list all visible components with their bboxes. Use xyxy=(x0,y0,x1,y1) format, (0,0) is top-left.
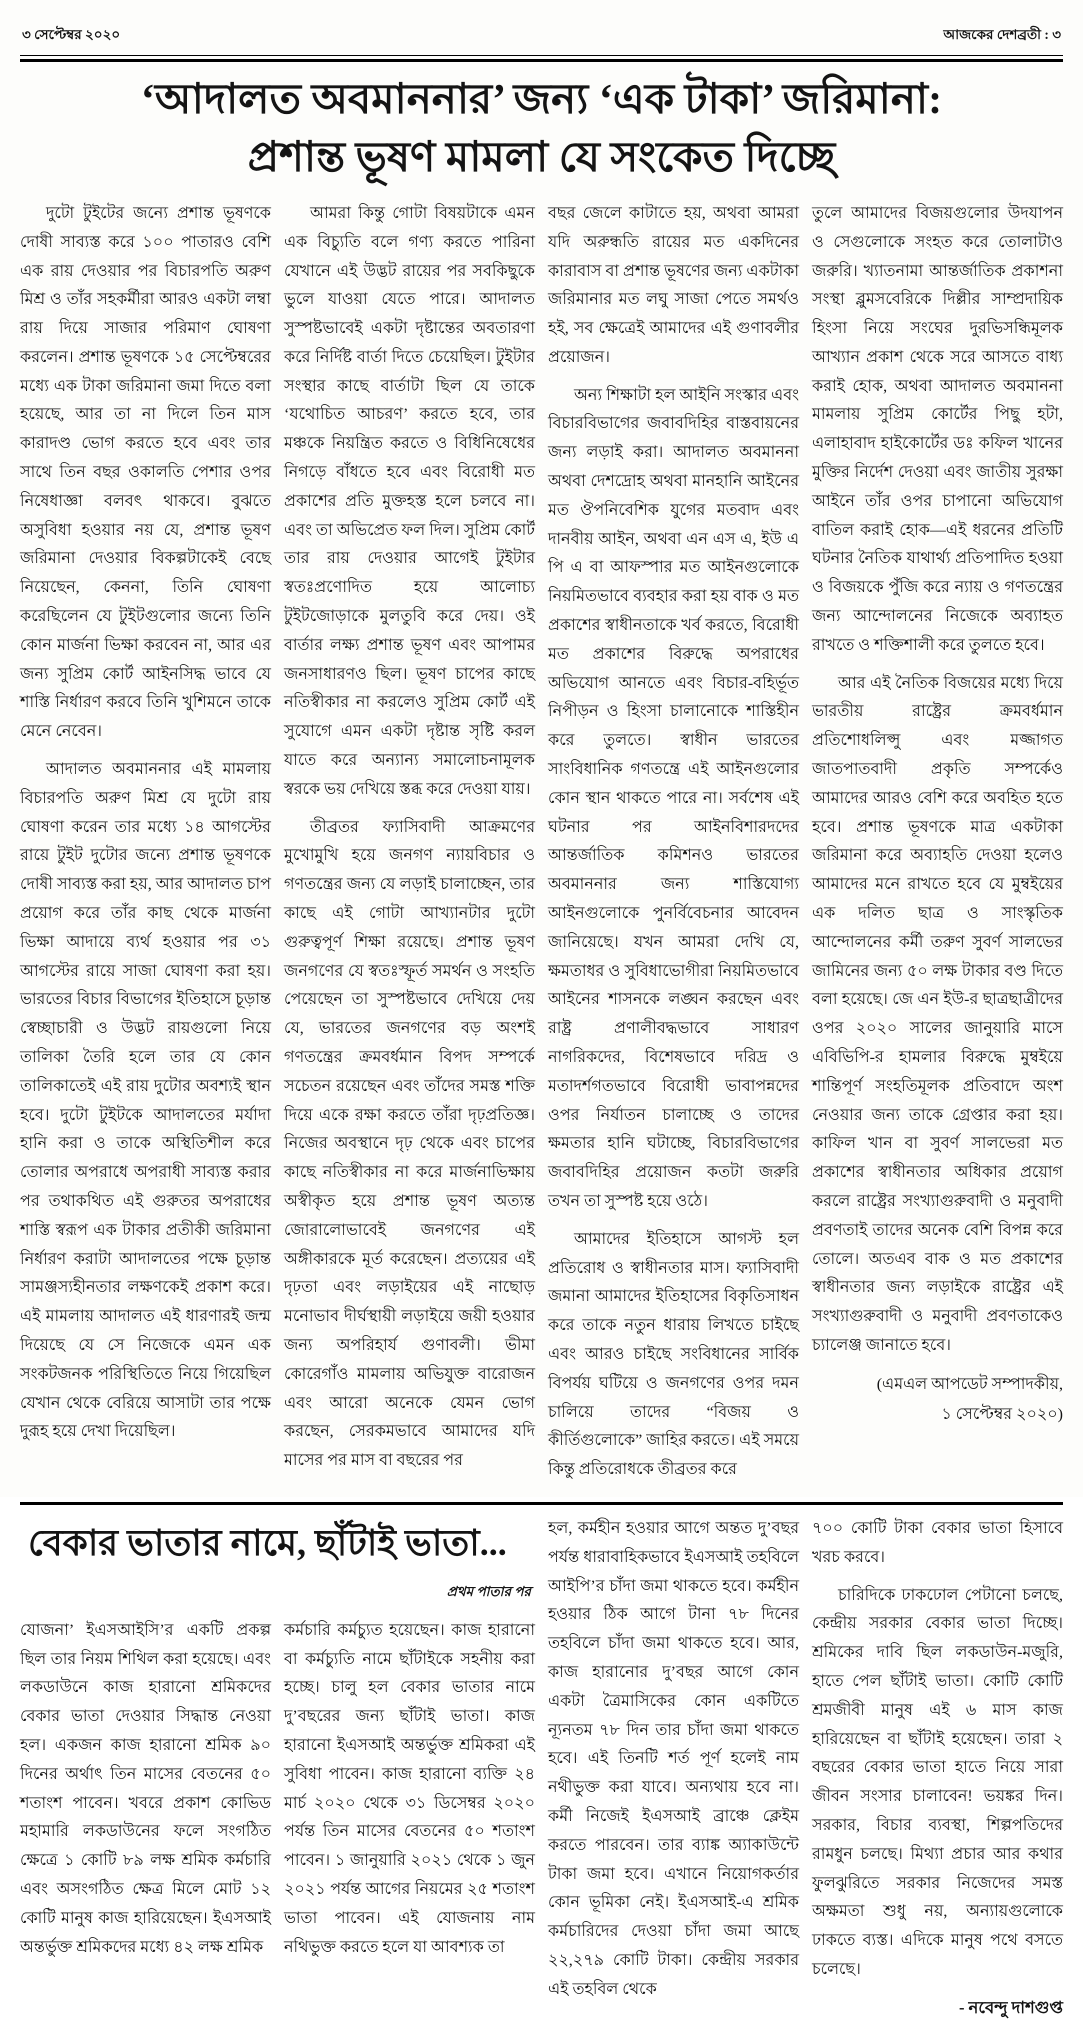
article1-c1-paragraph-1: দুটো টুইটের জন্যে প্রশান্ত ভূষণকে দোষী সাব্যস্ত করে ১০০ পাতারও বেশি এক রায় দেওয়ার পর বিচারপতি অরুণ মিশ্র ও তাঁর সহকর্মীরা আরও একটা লম্বা রায় দিয়ে সাজার পরিমাণ ঘোষণা করলেন। প্রশান্ত ভূষণকে ১৫ সেপ্টেম্বরের মধ্যে এক টাকা জরিমানা জমা দিতে বলা হয়েছে, আর তা না দিলে তিন মাস কারাদণ্ড ভোগ করতে হবে এবং তার সাথে তিন বছর ওকালতি পেশার ওপর নিষেধাজ্ঞা বলবৎ থাকবে। বুঝতে অসুবিধা হওয়ার নয় যে, প্রশান্ত ভূষণ জরিমানা দেওয়ার বিকল্পটাকেই বেছে নিয়েছেন, কেননা, তিনি ঘোষণা করেছিলেন যে টুইটগুলোর জন্যে তিনি কোন মার্জনা ভিক্ষা করবেন না, আর এর জন্য সুপ্রিম কোর্ট আইনসিদ্ধ ভাবে যে শাস্তি নির্ধারণ করবে তিনি খুশিমনে তাকে মেনে নেবেন। xyxy=(20,204,271,741)
article1-c1-paragraph-2: আদালত অবমাননার এই মামলায় বিচারপতি অরুণ মিশ্র যে দুটো রায় ঘোষণা করেন তার মধ্যে ১৪ আগস্টের রায়ে টুইট দুটোর জন্যে প্রশান্ত ভূষণকে দোষী সাব্যস্ত করা হয়, আর আদালত চাপ প্রয়োগ করে তাঁর কাছ থেকে মার্জনা ভিক্ষা আদায়ে ব্যর্থ হওয়ার পর ৩১ আগস্টের রায়ে সাজা ঘোষণা করা হয়। ভারতের বিচার বিভাগের ইতিহাসে চূড়ান্ত স্বেচ্ছাচারী ও উদ্ভট রায়গুলো নিয়ে তালিকা তৈরি হলে তার যে কোন তালিকাতেই এই রায় দুটোর অবশ্যই স্থান হবে। দুটো টুইটকে আদালতের মর্যাদা হানি করা ও তাকে অস্থিতিশীল করে তোলার অপরাধে অপরাধী সাব্যস্ত করার পর তথাকথিত এই গুরুতর অপরাধের শাস্তি স্বরূপ এক টাকার প্রতীকী জরিমানা নির্ধারণ করাটা আদালতের পক্ষে চূড়ান্ত সামঞ্জস্যহীনতার লক্ষণকেই প্রকাশ করে। এই মামলায় আদালত এই ধারণারই জন্ম দিয়েছে যে সে নিজেকে এমন এক সংকটজনক পরিস্থিতিতে নিয়ে গিয়েছিল যেখান থেকে বেরিয়ে আসাটা তার পক্ষে দুরূহ হয়ে দেখা দিয়েছিল। xyxy=(20,761,271,1441)
article-retrenchment-allowance xyxy=(20,1515,1063,2023)
credit-date: ১ সেপ্টেম্বর ২০২০) xyxy=(941,1405,1063,1423)
article2-headline-block xyxy=(20,1515,535,2023)
article2-c2-paragraph-1: কর্মচারি কর্মচ্যুত হয়েছেন। কাজ হারানো বা কর্মচ্যুতি নামে ছাঁটাইকে সহনীয় করা হচ্ছে। চালু হল বেকার ভাতার নামে দু’বছরের জন্য ছাঁটাই ভাতা। কাজ হারানো ইএসআই অন্তর্ভুক্ত শ্রমিকরা এই সুবিধা পাবেন। কাজ হারানো ব্যক্তি ২৪ মার্চ ২০২০ থেকে ৩১ ডিসেম্বর ২০২০ পর্যন্ত তিন মাসের বেতনের ৫০ শতাংশ পাবেন। ১ জানুয়ারি ২০২১ থেকে ১ জুন ২০২১ পর্যন্ত আগের নিয়মের ২৫ শতাংশ ভাতা পাবেন। এই যোজনায় নাম নথিভুক্ত করতে হলে যা আবশ্যক তা xyxy=(284,1621,535,1956)
article1-c2-paragraph-1: আমরা কিন্তু গোটা বিষয়টাকে এমন এক বিচ্যুতি বলে গণ্য করতে পারিনা যেখানে এই উদ্ভট রায়ের পর সবকিছুকে ভুলে যাওয়া যেতে পারে। আদালত সুস্পষ্টভাবেই একটা দৃষ্টান্তের অবতারণা করে নির্দিষ্ট বার্তা দিতে চেয়েছিল। টুইটার সংস্থার কাছে বার্তাটা ছিল যে তাকে ‘যথোচিত আচরণ’ করতে হবে, তার মঞ্চকে নিয়ন্ত্রিত করতে ও বিধিনিষেধের নিগড়ে বাঁধতে হবে এবং বিরোধী মত প্রকাশের প্রতি মুক্তহস্ত হলে চলবে না। এবং তা অভিপ্রেত ফল দিল। সুপ্রিম কোর্ট তার রায় দেওয়ার আগেই টুইটার স্বতঃপ্রণোদিত হয়ে আলোচ্য টুইটজোড়াকে মুলতুবি করে দেয়। ওই বার্তার লক্ষ্য প্রশান্ত ভূষণ এবং আপামর জনসাধারণও ছিল। ভূষণ চাপের কাছে নতিস্বীকার না করলেও সুপ্রিম কোর্ট এই সুযোগে এমন একটা দৃষ্টান্ত সৃষ্টি করল যাতে করে অন্যান্য সমালোচনামূলক স্বরকে ভয় দেখিয়ে স্তব্ধ করে দেওয়া যায়। xyxy=(284,204,535,798)
article1-c3-paragraph-3: আমাদের ইতিহাসে আগস্ট হল প্রতিরোধ ও স্বাধীনতার মাস। ফ্যাসিবাদী জমানা আমাদের ইতিহাসের বিকৃতিসাধন করে তাকে নতুন ধারায় লিখতে চাইছে এবং আরও চাইছে সংবিধানের সার্বিক বিপর্যয় ঘটিয়ে ও জনগণের ওপর দমন চালিয়ে তাদের “বিজয় ও কীর্তিগুলোকে” জাহির করতে। এই সময়ে কিন্তু প্রতিরোধকে তীব্রতর করে xyxy=(548,1230,799,1479)
masthead-page-label: আজকের দেশব্রতী : ৩ xyxy=(943,27,1061,42)
article2-headline: বেকার ভাতার নামে, ছাঁটাই ভাতা... xyxy=(28,1522,507,1563)
article1-column-3 xyxy=(548,200,799,1494)
article1-headline-line-1: ‘আদালত অবমাননার’ জন্য ‘এক টাকা’ জরিমানা: xyxy=(140,77,943,123)
header-rule xyxy=(20,55,1063,62)
article1-headline xyxy=(30,72,1053,188)
page-header xyxy=(20,24,1063,51)
issue-date: ৩ সেপ্টেম্বর ২০২০ xyxy=(22,27,121,42)
article1-c3-paragraph-2: অন্য শিক্ষাটা হল আইনি সংস্কার এবং বিচারবিভাগের জবাবদিহির বাস্তবায়নের জন্য লড়াই করা। আদালত অবমাননা অথবা দেশদ্রোহ অথবা মানহানি আইনের মত ঔপনিবেশিক যুগের মতবাদ এবং দানবীয় আইন, অথবা এন এস এ, ইউ এ পি এ বা আফস্পার মত আইনগুলোকে নিয়মিতভাবে ব্যবহার করা হয় বাক ও মত প্রকাশের স্বাধীনতাকে খর্ব করতে, বিরোধী মত প্রকাশের বিরুদ্ধে অপরাধের অভিযোগ আনতে এবং বিচার-বহির্ভূত নিপীড়ন ও হিংসা চালানোকে শাস্তিহীন করে তুলতে। স্বাধীন ভারতের সাংবিধানিক গণতন্ত্রে এই আইনগুলোর কোন স্থান থাকতে পারে না। সর্বশেষ এই ঘটনার পর আইনবিশারদদের আন্তর্জাতিক কমিশনও ভারতের অবমাননার জন্য শাস্তিযোগ্য আইনগুলোকে পুনর্বিবেচনার আবেদন জানিয়েছে। যখন আমরা দেখি যে, ক্ষমতাধর ও সুবিধাভোগীরা নিয়মিতভাবে আইনের শাসনকে লঙ্ঘন করছেন এবং রাষ্ট্র প্রণালীবদ্ধভাবে সাধারণ নাগরিকদের, বিশেষভাবে দরিদ্র ও মতাদর্শগতভাবে বিরোধী ভাবাপন্নদের ওপর নির্যাতন চালাচ্ছে ও তাদের ক্ষমতার হানি ঘটাচ্ছে, বিচারবিভাগের জবাবদিহির প্রয়োজন কতটা জরুরি তখন তা সুস্পষ্ট হয়ে ওঠে। xyxy=(548,386,799,1210)
article2-continued-from-page-one: প্রথম পাতার পর xyxy=(446,1583,531,1599)
article1-c3-paragraph-1: বছর জেলে কাটাতে হয়, অথবা আমরা যদি অরুন্ধতি রায়ের মত একদিনের কারাবাস বা প্রশান্ত ভূষণের জন্য একটাকা জরিমানার মত লঘু সাজা পেতে সমর্থও হই, সব ক্ষেত্রেই আমাদের এই গুণাবলীর প্রয়োজন। xyxy=(548,204,799,366)
article2-columns xyxy=(20,1515,1063,2023)
article2-c4-paragraph-1: ৭০০ কোটি টাকা বেকার ভাতা হিসাবে খরচ করবে। xyxy=(812,1519,1063,1566)
article1-columns xyxy=(20,200,1063,1494)
article2-left-columns xyxy=(20,1617,535,2023)
article1-column-2 xyxy=(284,200,535,1494)
article2-c4-paragraph-2: চারিদিকে ঢাকঢোল পেটানো চলছে, কেন্দ্রীয় সরকার বেকার ভাতা দিচ্ছে। শ্রমিকের দাবি ছিল লকডাউন-মজুরি, হাতে পেল ছাঁটাই ভাতা। কোটি কোটি শ্রমজীবী মানুষ এই ৬ মাস কাজ হারিয়েছেন বা ছাঁটাই হয়েছেন। তারা ২ বছরের বেকার ভাতা হাতে নিয়ে সারা জীবন সংসার চালাবেন! ভয়ঙ্কর দিন। সরকার, বিচার ব্যবস্থা, শিল্পপতিদের রামধুন চলছে। মিথ্যা প্রচার আর কথার ফুলঝুরিতে সরকার নিজেদের সমস্ত অক্ষমতা শুধু নয়, অন্যায়গুলোকে ঢাকতে ব্যস্ত। এদিকে মানুষ পথে বসতে চলেছে। xyxy=(812,1586,1063,1978)
article1-editorial-credit xyxy=(812,1370,1063,1430)
article2-column-1 xyxy=(20,1617,271,2023)
article1-c4-paragraph-1: তুলে আমাদের বিজয়গুলোর উদযাপন ও সেগুলোকে সংহত করে তোলাটাও জরুরি। খ্যাতনামা আন্তর্জাতিক প্রকাশনা সংস্থা ব্লুমসবেরিকে দিল্লীর সাম্প্রদায়িক হিংসা নিয়ে সংঘের দুরভিসন্ধিমূলক আখ্যান প্রকাশ থেকে সরে আসতে বাধ্য করাই হোক, অথবা আদালত অবমাননা মামলায় সুপ্রিম কোর্টের পিছু হটা, এলাহাবাদ হাইকোর্টের ডঃ কফিল খানের মুক্তির নির্দেশ দেওয়া এবং জাতীয় সুরক্ষা আইনে তাঁর ওপর চাপানো অভিযোগ বাতিল করাই হোক—এই ধরনের প্রতিটি ঘটনার নৈতিক যাথার্থ্য প্রতিপাদিত হওয়া ও বিজয়কে পুঁজি করে ন্যায় ও গণতন্ত্রের জন্য আন্দোলনের নিজেকে অব্যাহত রাখতে ও শক্তিশালী করে তুলতে হবে। xyxy=(812,204,1063,654)
article1-c2-paragraph-2: তীব্রতর ফ্যাসিবাদী আক্রমণের মুখোমুখি হয়ে জনগণ ন্যায়বিচার ও গণতন্ত্রের জন্য যে লড়াই চালাচ্ছেন, তার কাছে এই গোটা আখ্যানটার দুটো গুরুত্বপূর্ণ শিক্ষা রয়েছে। প্রশান্ত ভূষণ জনগণের যে স্বতঃস্ফূর্ত সমর্থন ও সংহতি পেয়েছেন তা সুস্পষ্টভাবে দেখিয়ে দেয় যে, ভারতের জনগণের বড় অংশই গণতন্ত্রের ক্রমবর্ধমান বিপদ সম্পর্কে সচেতন রয়েছেন এবং তাঁদের সমস্ত শক্তি দিয়ে একে রক্ষা করতে তাঁরা দৃঢ়প্রতিজ্ঞ। নিজের অবস্থানে দৃঢ় থেকে এবং চাপের কাছে নতিস্বীকার না করে মার্জনাভিক্ষায় অস্বীকৃত হয়ে প্রশান্ত ভূষণ অত্যন্ত জোরালোভাবেই জনগণের এই অঙ্গীকারকে মূর্ত করেছেন। প্রত্যয়ের এই দৃঢ়তা এবং লড়াইয়ের এই নাছোড় মনোভাব দীর্ঘস্থায়ী লড়াইয়ে জয়ী হওয়ার জন্য অপরিহার্য গুণাবলী। ভীমা কোরেগাঁও মামলায় অভিযুক্ত বারোজন এবং আরো অনেকে যেমন ভোগ করছেন, সেরকমভাবে আমাদের যদি মাসের পর মাস বা বছরের পর xyxy=(284,818,535,1470)
article1-column-1 xyxy=(20,200,271,1494)
article2-column-4 xyxy=(812,1515,1063,2023)
article1-column-4 xyxy=(812,200,1063,1494)
article2-c1-paragraph-1: যোজনা’ ইএসআইসি’র একটি প্রকল্প ছিল তার নিয়ম শিথিল করা হয়েছে। এবং লকডাউনে কাজ হারানো শ্রমিকদের বেকার ভাতা দেওয়ার সিদ্ধান্ত নেওয়া হল। একজন কাজ হারানো শ্রমিক ৯০ দিনের অর্থাৎ তিন মাসের বেতনের ৫০ শতাংশ পাবেন। খবরে প্রকাশ কোভিড মহামারি লকডাউনের ফলে সংগঠিত ক্ষেত্রে ১ কোটি ৮৯ লক্ষ শ্রমিক কর্মচারি এবং অসংগঠিত ক্ষেত্র মিলে মোট ১২ কোটি মানুষ কাজ হারিয়েছেন। ইএসআই অন্তর্ভুক্ত শ্রমিকদের মধ্যে ৪২ লক্ষ শ্রমিক xyxy=(20,1621,271,1956)
article1-c4-paragraph-2: আর এই নৈতিক বিজয়ের মধ্যে দিয়ে ভারতীয় রাষ্ট্রের ক্রমবর্ধমান প্রতিশোধলিপ্সু এবং মজ্জাগত জাতপাতবাদী প্রকৃতি সম্পর্কেও আমাদের আরও বেশি করে অবহিত হতে হবে। প্রশান্ত ভূষণকে মাত্র একটাকা জরিমানা করে অব্যাহতি দেওয়া হলেও আমাদের মনে রাখতে হবে যে মুম্বইয়ের এক দলিত ছাত্র ও সাংস্কৃতিক আন্দোলনের কর্মী তরুণ সুবর্ণ সালভের জামিনের জন্য ৫০ লক্ষ টাকার বণ্ড দিতে বলা হয়েছে। জে এন ইউ-র ছাত্রছাত্রীদের ওপর ২০২০ সালের জানুয়ারি মাসে এবিভিপি-র হামলার বিরুদ্ধে মুম্বইয়ে শান্তিপূর্ণ সংহতিমূলক প্রতিবাদে অংশ নেওয়ার জন্য তাকে গ্রেপ্তার করা হয়। কাফিল খান বা সুবর্ণ সালভেরা মত প্রকাশের স্বাধীনতার অধিকার প্রয়োগ করলে রাষ্ট্রের সংখ্যাগুরুবাদী ও মনুবাদী প্রবণতাই তাদের অনেক বেশি বিপন্ন করে তোলে। অতএব বাক ও মত প্রকাশের স্বাধীনতার জন্য লড়াইকে রাষ্ট্রের এই সংখ্যাগুরুবাদী ও মনুবাদী প্রবণতাকেও চ্যালেঞ্জ জানাতে হবে। xyxy=(812,674,1063,1354)
article2-byline: - নবেন্দু দাশগুপ্ত xyxy=(958,1997,1063,2017)
article2-column-2 xyxy=(284,1617,535,2023)
credit-source: (এমএল আপডেট সম্পাদকীয়, xyxy=(876,1375,1063,1393)
article2-column-3 xyxy=(548,1515,799,2023)
article2-c3-paragraph-1: হল, কর্মহীন হওয়ার আগে অন্তত দু’বছর পর্যন্ত ধারাবাহিকভাবে ইএসআই তহবিলে আইপি’র চাঁদা জমা থাকতে হবে। কর্মহীন হওয়ার ঠিক আগে টানা ৭৮ দিনের তহবিলে চাঁদা জমা থাকতে হবে। আর, কাজ হারানোর দু’বছর আগে কোন একটা ত্রৈমাসিকের কোন একটিতে ন্যূনতম ৭৮ দিন তার চাঁদা জমা থাকতে হবে। এই তিনটি শর্ত পূর্ণ হলেই নাম নথীভুক্ত করা যাবে। অন্যথায় হবে না। কর্মী নিজেই ইএসআই ব্রাঞ্চে ক্লেইম করতে পারবেন। তার ব্যাঙ্ক অ্যাকাউন্টে টাকা জমা হবে। এখানে নিয়োগকর্তার কোন ভূমিকা নেই। ইএসআই-এ শ্রমিক কর্মচারিদের দেওয়া চাঁদা জমা আছে ২২,২৭৯ কোটি টাকা। কেন্দ্রীয় সরকার এই তহবিল থেকে xyxy=(548,1519,799,1998)
article1-headline-line-2: প্রশান্ত ভূষণ মামলা যে সংকেত দিচ্ছে xyxy=(247,134,836,181)
article-contempt-fine xyxy=(20,72,1063,1494)
section-divider-rule xyxy=(20,1502,1063,1505)
